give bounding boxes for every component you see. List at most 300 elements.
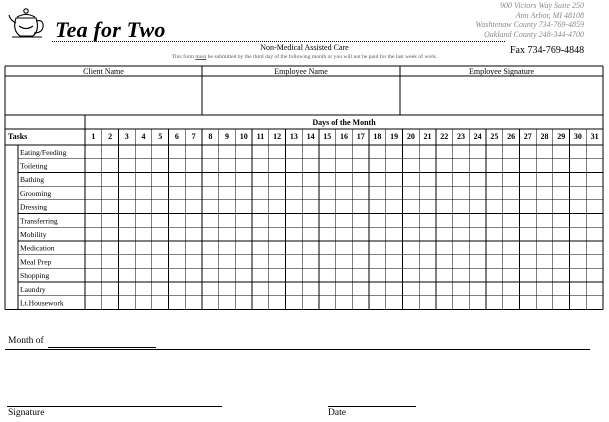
day-checkbox-cell[interactable] — [553, 173, 569, 186]
day-checkbox-cell[interactable] — [152, 241, 168, 254]
day-checkbox-cell[interactable] — [453, 146, 469, 159]
day-checkbox-cell[interactable] — [102, 255, 118, 268]
day-checkbox-cell[interactable] — [102, 269, 118, 282]
day-checkbox-cell[interactable] — [136, 255, 152, 268]
day-checkbox-cell[interactable] — [470, 146, 486, 159]
client-name-field[interactable] — [6, 77, 201, 114]
day-checkbox-cell[interactable] — [253, 241, 269, 254]
day-checkbox-cell[interactable] — [487, 283, 503, 296]
day-checkbox-cell[interactable] — [353, 228, 369, 241]
day-checkbox-cell[interactable] — [336, 255, 352, 268]
day-checkbox-cell[interactable] — [537, 214, 553, 227]
day-checkbox-cell[interactable] — [286, 173, 302, 186]
day-checkbox-cell[interactable] — [136, 228, 152, 241]
day-checkbox-cell[interactable] — [86, 159, 102, 172]
day-checkbox-cell[interactable] — [353, 269, 369, 282]
day-checkbox-cell[interactable] — [503, 269, 519, 282]
day-checkbox-cell[interactable] — [152, 187, 168, 200]
day-checkbox-cell[interactable] — [470, 159, 486, 172]
day-checkbox-cell[interactable] — [537, 255, 553, 268]
day-checkbox-cell[interactable] — [470, 187, 486, 200]
day-checkbox-cell[interactable] — [520, 200, 536, 213]
day-checkbox-cell[interactable] — [520, 269, 536, 282]
day-checkbox-cell[interactable] — [386, 187, 402, 200]
day-checkbox-cell[interactable] — [253, 255, 269, 268]
day-checkbox-cell[interactable] — [503, 187, 519, 200]
day-checkbox-cell[interactable] — [403, 173, 419, 186]
day-checkbox-cell[interactable] — [152, 283, 168, 296]
day-checkbox-cell[interactable] — [587, 228, 603, 241]
day-checkbox-cell[interactable] — [436, 200, 452, 213]
day-checkbox-cell[interactable] — [503, 228, 519, 241]
day-checkbox-cell[interactable] — [436, 173, 452, 186]
day-checkbox-cell[interactable] — [570, 241, 586, 254]
day-checkbox-cell[interactable] — [370, 228, 386, 241]
day-checkbox-cell[interactable] — [136, 283, 152, 296]
day-checkbox-cell[interactable] — [386, 214, 402, 227]
day-checkbox-cell[interactable] — [319, 173, 335, 186]
day-checkbox-cell[interactable] — [286, 159, 302, 172]
day-checkbox-cell[interactable] — [453, 228, 469, 241]
day-checkbox-cell[interactable] — [253, 228, 269, 241]
day-checkbox-cell[interactable] — [269, 228, 285, 241]
day-checkbox-cell[interactable] — [370, 173, 386, 186]
day-checkbox-cell[interactable] — [420, 214, 436, 227]
day-checkbox-cell[interactable] — [186, 269, 202, 282]
day-checkbox-cell[interactable] — [253, 269, 269, 282]
day-checkbox-cell[interactable] — [587, 296, 603, 309]
day-checkbox-cell[interactable] — [303, 255, 319, 268]
day-checkbox-cell[interactable] — [136, 159, 152, 172]
day-checkbox-cell[interactable] — [319, 241, 335, 254]
day-checkbox-cell[interactable] — [236, 146, 252, 159]
day-checkbox-cell[interactable] — [436, 296, 452, 309]
day-checkbox-cell[interactable] — [420, 241, 436, 254]
day-checkbox-cell[interactable] — [303, 173, 319, 186]
day-checkbox-cell[interactable] — [503, 159, 519, 172]
day-checkbox-cell[interactable] — [353, 255, 369, 268]
day-checkbox-cell[interactable] — [487, 187, 503, 200]
day-checkbox-cell[interactable] — [403, 269, 419, 282]
day-checkbox-cell[interactable] — [436, 241, 452, 254]
day-checkbox-cell[interactable] — [102, 296, 118, 309]
day-checkbox-cell[interactable] — [319, 283, 335, 296]
day-checkbox-cell[interactable] — [386, 296, 402, 309]
day-checkbox-cell[interactable] — [353, 283, 369, 296]
day-checkbox-cell[interactable] — [86, 269, 102, 282]
day-checkbox-cell[interactable] — [537, 269, 553, 282]
day-checkbox-cell[interactable] — [336, 146, 352, 159]
day-checkbox-cell[interactable] — [219, 269, 235, 282]
day-checkbox-cell[interactable] — [186, 255, 202, 268]
day-checkbox-cell[interactable] — [269, 269, 285, 282]
day-checkbox-cell[interactable] — [286, 187, 302, 200]
day-checkbox-cell[interactable] — [336, 159, 352, 172]
day-checkbox-cell[interactable] — [587, 241, 603, 254]
day-checkbox-cell[interactable] — [286, 241, 302, 254]
day-checkbox-cell[interactable] — [470, 283, 486, 296]
day-checkbox-cell[interactable] — [453, 283, 469, 296]
day-checkbox-cell[interactable] — [319, 200, 335, 213]
day-checkbox-cell[interactable] — [303, 269, 319, 282]
day-checkbox-cell[interactable] — [553, 255, 569, 268]
day-checkbox-cell[interactable] — [520, 173, 536, 186]
day-checkbox-cell[interactable] — [219, 255, 235, 268]
day-checkbox-cell[interactable] — [202, 146, 218, 159]
day-checkbox-cell[interactable] — [403, 228, 419, 241]
day-checkbox-cell[interactable] — [102, 200, 118, 213]
day-checkbox-cell[interactable] — [253, 283, 269, 296]
day-checkbox-cell[interactable] — [136, 146, 152, 159]
day-checkbox-cell[interactable] — [553, 200, 569, 213]
day-checkbox-cell[interactable] — [420, 200, 436, 213]
day-checkbox-cell[interactable] — [102, 146, 118, 159]
day-checkbox-cell[interactable] — [236, 214, 252, 227]
day-checkbox-cell[interactable] — [219, 187, 235, 200]
day-checkbox-cell[interactable] — [303, 187, 319, 200]
day-checkbox-cell[interactable] — [336, 296, 352, 309]
day-checkbox-cell[interactable] — [420, 187, 436, 200]
day-checkbox-cell[interactable] — [286, 283, 302, 296]
day-checkbox-cell[interactable] — [503, 283, 519, 296]
day-checkbox-cell[interactable] — [470, 296, 486, 309]
day-checkbox-cell[interactable] — [487, 146, 503, 159]
day-checkbox-cell[interactable] — [219, 159, 235, 172]
day-checkbox-cell[interactable] — [86, 187, 102, 200]
day-checkbox-cell[interactable] — [420, 159, 436, 172]
day-checkbox-cell[interactable] — [386, 255, 402, 268]
day-checkbox-cell[interactable] — [386, 200, 402, 213]
day-checkbox-cell[interactable] — [587, 214, 603, 227]
day-checkbox-cell[interactable] — [470, 241, 486, 254]
day-checkbox-cell[interactable] — [487, 296, 503, 309]
day-checkbox-cell[interactable] — [370, 283, 386, 296]
day-checkbox-cell[interactable] — [269, 255, 285, 268]
day-checkbox-cell[interactable] — [487, 269, 503, 282]
day-checkbox-cell[interactable] — [152, 228, 168, 241]
day-checkbox-cell[interactable] — [236, 187, 252, 200]
day-checkbox-cell[interactable] — [470, 255, 486, 268]
day-checkbox-cell[interactable] — [136, 241, 152, 254]
day-checkbox-cell[interactable] — [119, 283, 135, 296]
day-checkbox-cell[interactable] — [286, 146, 302, 159]
day-checkbox-cell[interactable] — [102, 228, 118, 241]
day-checkbox-cell[interactable] — [403, 187, 419, 200]
day-checkbox-cell[interactable] — [570, 269, 586, 282]
day-checkbox-cell[interactable] — [420, 269, 436, 282]
day-checkbox-cell[interactable] — [219, 214, 235, 227]
day-checkbox-cell[interactable] — [219, 296, 235, 309]
day-checkbox-cell[interactable] — [470, 269, 486, 282]
day-checkbox-cell[interactable] — [553, 187, 569, 200]
day-checkbox-cell[interactable] — [336, 269, 352, 282]
day-checkbox-cell[interactable] — [303, 159, 319, 172]
day-checkbox-cell[interactable] — [520, 159, 536, 172]
day-checkbox-cell[interactable] — [202, 283, 218, 296]
day-checkbox-cell[interactable] — [86, 200, 102, 213]
day-checkbox-cell[interactable] — [453, 159, 469, 172]
day-checkbox-cell[interactable] — [420, 283, 436, 296]
day-checkbox-cell[interactable] — [420, 296, 436, 309]
day-checkbox-cell[interactable] — [319, 159, 335, 172]
day-checkbox-cell[interactable] — [152, 159, 168, 172]
day-checkbox-cell[interactable] — [487, 173, 503, 186]
day-checkbox-cell[interactable] — [420, 173, 436, 186]
day-checkbox-cell[interactable] — [336, 200, 352, 213]
day-checkbox-cell[interactable] — [269, 173, 285, 186]
day-checkbox-cell[interactable] — [119, 200, 135, 213]
day-checkbox-cell[interactable] — [453, 255, 469, 268]
day-checkbox-cell[interactable] — [286, 228, 302, 241]
day-checkbox-cell[interactable] — [436, 255, 452, 268]
day-checkbox-cell[interactable] — [436, 214, 452, 227]
day-checkbox-cell[interactable] — [436, 228, 452, 241]
day-checkbox-cell[interactable] — [102, 173, 118, 186]
day-checkbox-cell[interactable] — [353, 200, 369, 213]
day-checkbox-cell[interactable] — [86, 228, 102, 241]
day-checkbox-cell[interactable] — [186, 187, 202, 200]
day-checkbox-cell[interactable] — [152, 173, 168, 186]
day-checkbox-cell[interactable] — [420, 228, 436, 241]
signature-line[interactable] — [7, 406, 222, 407]
day-checkbox-cell[interactable] — [86, 214, 102, 227]
day-checkbox-cell[interactable] — [403, 159, 419, 172]
day-checkbox-cell[interactable] — [236, 269, 252, 282]
day-checkbox-cell[interactable] — [119, 255, 135, 268]
day-checkbox-cell[interactable] — [119, 241, 135, 254]
day-checkbox-cell[interactable] — [587, 173, 603, 186]
day-checkbox-cell[interactable] — [520, 241, 536, 254]
day-checkbox-cell[interactable] — [436, 187, 452, 200]
day-checkbox-cell[interactable] — [353, 241, 369, 254]
day-checkbox-cell[interactable] — [487, 200, 503, 213]
day-checkbox-cell[interactable] — [169, 296, 185, 309]
day-checkbox-cell[interactable] — [202, 228, 218, 241]
day-checkbox-cell[interactable] — [119, 228, 135, 241]
day-checkbox-cell[interactable] — [370, 214, 386, 227]
day-checkbox-cell[interactable] — [436, 283, 452, 296]
day-checkbox-cell[interactable] — [202, 200, 218, 213]
day-checkbox-cell[interactable] — [219, 241, 235, 254]
day-checkbox-cell[interactable] — [253, 296, 269, 309]
day-checkbox-cell[interactable] — [353, 214, 369, 227]
day-checkbox-cell[interactable] — [537, 241, 553, 254]
day-checkbox-cell[interactable] — [570, 283, 586, 296]
day-checkbox-cell[interactable] — [202, 269, 218, 282]
day-checkbox-cell[interactable] — [319, 187, 335, 200]
day-checkbox-cell[interactable] — [169, 200, 185, 213]
day-checkbox-cell[interactable] — [470, 200, 486, 213]
day-checkbox-cell[interactable] — [537, 200, 553, 213]
day-checkbox-cell[interactable] — [587, 255, 603, 268]
day-checkbox-cell[interactable] — [336, 283, 352, 296]
day-checkbox-cell[interactable] — [303, 296, 319, 309]
day-checkbox-cell[interactable] — [202, 255, 218, 268]
day-checkbox-cell[interactable] — [303, 146, 319, 159]
day-checkbox-cell[interactable] — [553, 228, 569, 241]
day-checkbox-cell[interactable] — [186, 159, 202, 172]
day-checkbox-cell[interactable] — [487, 159, 503, 172]
date-line[interactable] — [328, 406, 416, 407]
day-checkbox-cell[interactable] — [86, 146, 102, 159]
day-checkbox-cell[interactable] — [169, 228, 185, 241]
day-checkbox-cell[interactable] — [537, 146, 553, 159]
day-checkbox-cell[interactable] — [152, 146, 168, 159]
day-checkbox-cell[interactable] — [102, 214, 118, 227]
day-checkbox-cell[interactable] — [353, 173, 369, 186]
day-checkbox-cell[interactable] — [470, 228, 486, 241]
day-checkbox-cell[interactable] — [169, 283, 185, 296]
day-checkbox-cell[interactable] — [537, 187, 553, 200]
day-checkbox-cell[interactable] — [370, 269, 386, 282]
employee-signature-field[interactable] — [401, 77, 602, 114]
day-checkbox-cell[interactable] — [520, 214, 536, 227]
day-checkbox-cell[interactable] — [503, 241, 519, 254]
day-checkbox-cell[interactable] — [336, 173, 352, 186]
day-checkbox-cell[interactable] — [386, 159, 402, 172]
day-checkbox-cell[interactable] — [303, 200, 319, 213]
day-checkbox-cell[interactable] — [520, 146, 536, 159]
day-checkbox-cell[interactable] — [219, 228, 235, 241]
day-checkbox-cell[interactable] — [119, 146, 135, 159]
day-checkbox-cell[interactable] — [570, 173, 586, 186]
day-checkbox-cell[interactable] — [219, 200, 235, 213]
day-checkbox-cell[interactable] — [269, 296, 285, 309]
day-checkbox-cell[interactable] — [587, 159, 603, 172]
day-checkbox-cell[interactable] — [219, 173, 235, 186]
day-checkbox-cell[interactable] — [570, 296, 586, 309]
day-checkbox-cell[interactable] — [403, 255, 419, 268]
day-checkbox-cell[interactable] — [336, 214, 352, 227]
day-checkbox-cell[interactable] — [336, 241, 352, 254]
day-checkbox-cell[interactable] — [487, 214, 503, 227]
day-checkbox-cell[interactable] — [169, 146, 185, 159]
day-checkbox-cell[interactable] — [537, 159, 553, 172]
day-checkbox-cell[interactable] — [403, 283, 419, 296]
day-checkbox-cell[interactable] — [453, 269, 469, 282]
day-checkbox-cell[interactable] — [202, 173, 218, 186]
day-checkbox-cell[interactable] — [353, 187, 369, 200]
day-checkbox-cell[interactable] — [202, 159, 218, 172]
day-checkbox-cell[interactable] — [370, 241, 386, 254]
day-checkbox-cell[interactable] — [587, 269, 603, 282]
day-checkbox-cell[interactable] — [86, 241, 102, 254]
day-checkbox-cell[interactable] — [286, 214, 302, 227]
day-checkbox-cell[interactable] — [102, 283, 118, 296]
day-checkbox-cell[interactable] — [336, 187, 352, 200]
day-checkbox-cell[interactable] — [303, 228, 319, 241]
day-checkbox-cell[interactable] — [136, 214, 152, 227]
day-checkbox-cell[interactable] — [403, 296, 419, 309]
month-of-underline[interactable] — [48, 347, 156, 348]
day-checkbox-cell[interactable] — [503, 255, 519, 268]
day-checkbox-cell[interactable] — [503, 214, 519, 227]
day-checkbox-cell[interactable] — [236, 255, 252, 268]
day-checkbox-cell[interactable] — [553, 296, 569, 309]
day-checkbox-cell[interactable] — [102, 159, 118, 172]
day-checkbox-cell[interactable] — [136, 200, 152, 213]
day-checkbox-cell[interactable] — [119, 173, 135, 186]
day-checkbox-cell[interactable] — [553, 146, 569, 159]
day-checkbox-cell[interactable] — [453, 187, 469, 200]
day-checkbox-cell[interactable] — [169, 255, 185, 268]
day-checkbox-cell[interactable] — [370, 200, 386, 213]
day-checkbox-cell[interactable] — [169, 173, 185, 186]
day-checkbox-cell[interactable] — [236, 173, 252, 186]
day-checkbox-cell[interactable] — [353, 296, 369, 309]
day-checkbox-cell[interactable] — [169, 214, 185, 227]
day-checkbox-cell[interactable] — [86, 296, 102, 309]
day-checkbox-cell[interactable] — [553, 283, 569, 296]
day-checkbox-cell[interactable] — [286, 269, 302, 282]
day-checkbox-cell[interactable] — [169, 269, 185, 282]
day-checkbox-cell[interactable] — [152, 255, 168, 268]
day-checkbox-cell[interactable] — [219, 283, 235, 296]
day-checkbox-cell[interactable] — [386, 173, 402, 186]
day-checkbox-cell[interactable] — [186, 173, 202, 186]
day-checkbox-cell[interactable] — [570, 228, 586, 241]
day-checkbox-cell[interactable] — [186, 214, 202, 227]
day-checkbox-cell[interactable] — [487, 228, 503, 241]
day-checkbox-cell[interactable] — [520, 296, 536, 309]
day-checkbox-cell[interactable] — [520, 255, 536, 268]
day-checkbox-cell[interactable] — [269, 241, 285, 254]
day-checkbox-cell[interactable] — [152, 296, 168, 309]
day-checkbox-cell[interactable] — [370, 159, 386, 172]
day-checkbox-cell[interactable] — [370, 255, 386, 268]
day-checkbox-cell[interactable] — [570, 214, 586, 227]
day-checkbox-cell[interactable] — [553, 241, 569, 254]
day-checkbox-cell[interactable] — [520, 283, 536, 296]
day-checkbox-cell[interactable] — [119, 214, 135, 227]
day-checkbox-cell[interactable] — [202, 214, 218, 227]
day-checkbox-cell[interactable] — [537, 173, 553, 186]
day-checkbox-cell[interactable] — [436, 159, 452, 172]
day-checkbox-cell[interactable] — [503, 200, 519, 213]
day-checkbox-cell[interactable] — [269, 146, 285, 159]
day-checkbox-cell[interactable] — [487, 241, 503, 254]
day-checkbox-cell[interactable] — [186, 200, 202, 213]
day-checkbox-cell[interactable] — [286, 255, 302, 268]
day-checkbox-cell[interactable] — [470, 214, 486, 227]
day-checkbox-cell[interactable] — [286, 296, 302, 309]
day-checkbox-cell[interactable] — [553, 214, 569, 227]
day-checkbox-cell[interactable] — [253, 146, 269, 159]
day-checkbox-cell[interactable] — [152, 200, 168, 213]
day-checkbox-cell[interactable] — [537, 283, 553, 296]
day-checkbox-cell[interactable] — [186, 241, 202, 254]
day-checkbox-cell[interactable] — [119, 187, 135, 200]
day-checkbox-cell[interactable] — [102, 187, 118, 200]
day-checkbox-cell[interactable] — [553, 269, 569, 282]
day-checkbox-cell[interactable] — [269, 200, 285, 213]
day-checkbox-cell[interactable] — [570, 255, 586, 268]
day-checkbox-cell[interactable] — [353, 146, 369, 159]
day-checkbox-cell[interactable] — [436, 146, 452, 159]
day-checkbox-cell[interactable] — [503, 296, 519, 309]
day-checkbox-cell[interactable] — [152, 269, 168, 282]
day-checkbox-cell[interactable] — [319, 296, 335, 309]
day-checkbox-cell[interactable] — [386, 228, 402, 241]
day-checkbox-cell[interactable] — [570, 187, 586, 200]
day-checkbox-cell[interactable] — [236, 296, 252, 309]
day-checkbox-cell[interactable] — [186, 283, 202, 296]
day-checkbox-cell[interactable] — [253, 173, 269, 186]
day-checkbox-cell[interactable] — [453, 296, 469, 309]
day-checkbox-cell[interactable] — [136, 187, 152, 200]
day-checkbox-cell[interactable] — [453, 241, 469, 254]
day-checkbox-cell[interactable] — [286, 200, 302, 213]
